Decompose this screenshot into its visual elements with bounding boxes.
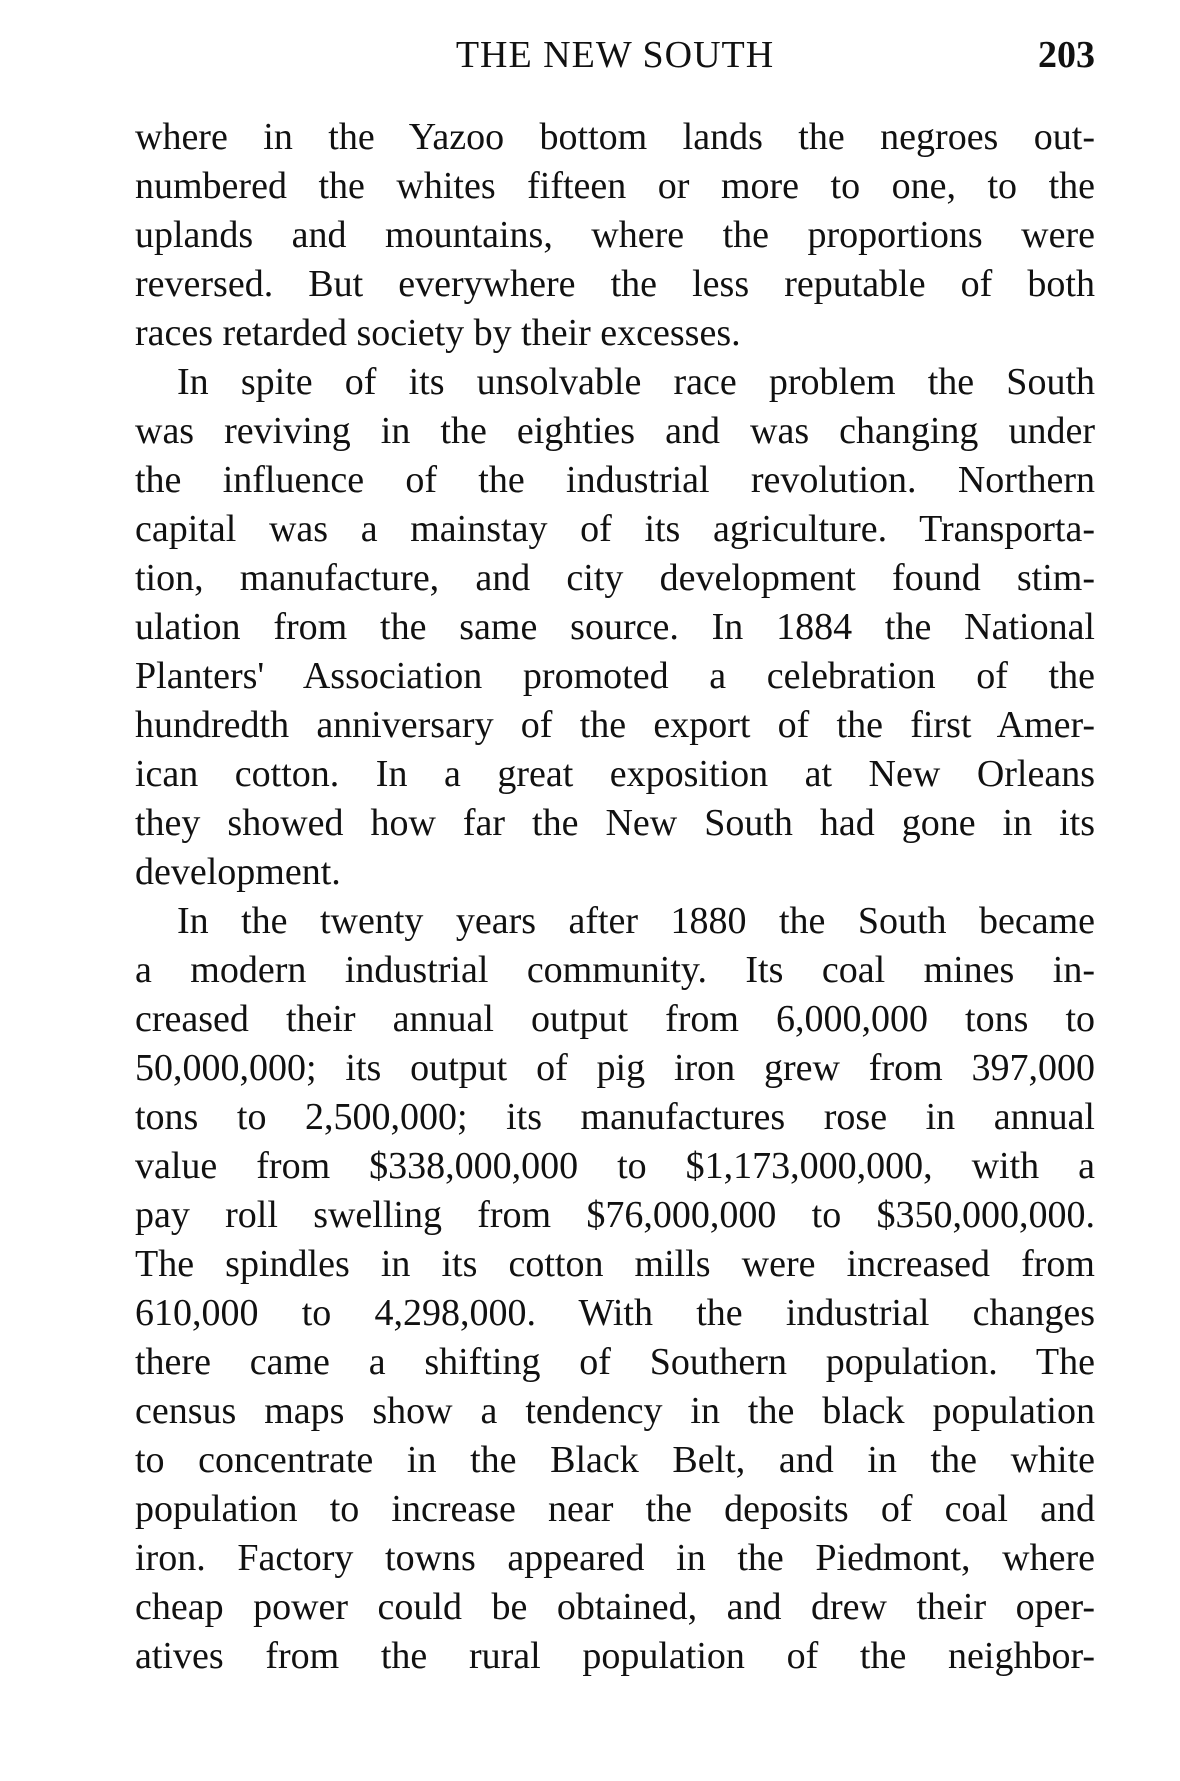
text-line: In the twenty years after 1880 the South became (177, 900, 1095, 942)
text-line: was reviving in the eighties and was changing under (135, 410, 1095, 452)
paragraph (135, 113, 1095, 358)
text-line: tons to 2,500,000; its manufactures rose in annual (135, 1096, 1095, 1138)
text-line: census maps show a tendency in the black population (135, 1390, 1095, 1432)
text-line: creased their annual output from 6,000,000 tons to (135, 998, 1095, 1040)
running-title: THE NEW SOUTH (455, 34, 775, 76)
text-line: hundredth anniversary of the export of the first Amer- (135, 704, 1095, 746)
text-line: 50,000,000; its output of pig iron grew from 397,000 (135, 1047, 1095, 1089)
text-line: 610,000 to 4,298,000. With the industrial changes (135, 1292, 1095, 1334)
text-line: there came a shifting of Southern population. The (135, 1341, 1095, 1383)
text-line: reversed. But everywhere the less reputable of both (135, 263, 1095, 305)
paragraph (135, 897, 1095, 1681)
text-line: cheap power could be obtained, and drew their oper- (135, 1586, 1095, 1628)
page-header (135, 30, 1095, 80)
text-line: capital was a mainstay of its agriculture. Transporta- (135, 508, 1095, 550)
text-line: a modern industrial community. Its coal mines in- (135, 949, 1095, 991)
text-line: where in the Yazoo bottom lands the negroes out- (135, 116, 1095, 158)
text-line: numbered the whites fifteen or more to one, to the (135, 165, 1095, 207)
text-line: development. (135, 851, 341, 893)
text-line: uplands and mountains, where the proportions were (135, 214, 1095, 256)
paragraph (135, 358, 1095, 897)
text-line: the influence of the industrial revolution. Northern (135, 459, 1095, 501)
text-line: The spindles in its cotton mills were increased from (135, 1243, 1095, 1285)
text-line: iron. Factory towns appeared in the Piedmont, where (135, 1537, 1095, 1579)
body-text (135, 113, 1095, 1681)
text-line: In spite of its unsolvable race problem the South (177, 361, 1095, 403)
text-line: races retarded society by their excesses. (135, 312, 741, 354)
text-line: they showed how far the New South had gone in its (135, 802, 1095, 844)
text-line: value from $338,000,000 to $1,173,000,000, with a (135, 1145, 1095, 1187)
text-line: ulation from the same source. In 1884 the National (135, 606, 1095, 648)
text-line: Planters' Association promoted a celebration of the (135, 655, 1095, 697)
text-line: population to increase near the deposits of coal and (135, 1488, 1095, 1530)
text-line: tion, manufacture, and city development found stim- (135, 557, 1095, 599)
text-line: pay roll swelling from $76,000,000 to $350,000,000. (135, 1194, 1095, 1236)
text-line: to concentrate in the Black Belt, and in the white (135, 1439, 1095, 1481)
text-line: atives from the rural population of the neighbor- (135, 1635, 1095, 1677)
page-number: 203 (1038, 34, 1095, 76)
text-line: ican cotton. In a great exposition at New Orleans (135, 753, 1095, 795)
